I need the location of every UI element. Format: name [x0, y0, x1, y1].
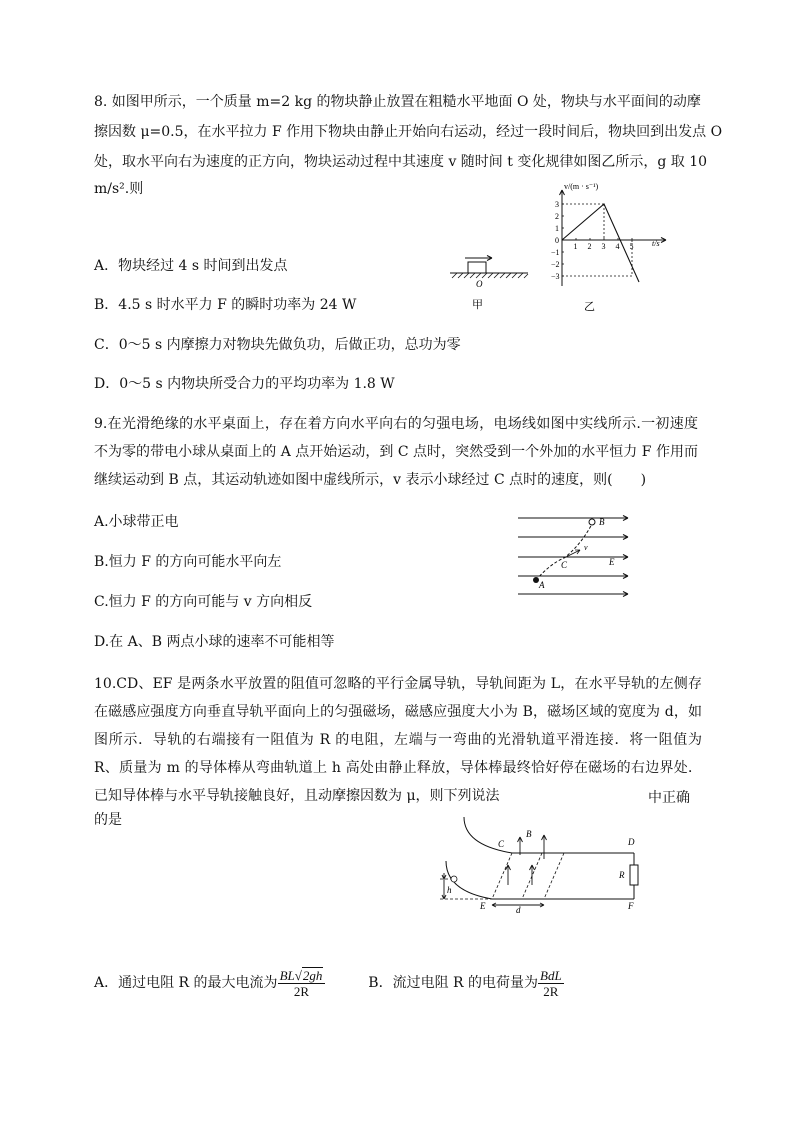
y-tick-label: −2: [551, 260, 560, 269]
q10-stem-tail-right: 中正确: [648, 790, 690, 806]
q10-figure: [436, 815, 646, 915]
q10-option-b-text: B．流过电阻 R 的电荷量为: [368, 975, 539, 991]
q10-label-b: B: [526, 829, 532, 839]
x-tick-label: 5: [629, 242, 634, 251]
q10-label-d-width: d: [516, 905, 521, 915]
x-tick-label: 3: [601, 242, 606, 251]
q10-option-a-fraction: $\frac{BL√2gh}{2R}$: [278, 968, 326, 999]
q10-label-h: h: [447, 885, 452, 895]
q9-option-b: B.恒力 F 的方向可能水平向左: [94, 554, 282, 570]
y-tick-label: −1: [551, 248, 560, 257]
q9-label-b: B: [599, 517, 605, 527]
q8-caption-yi: 乙: [584, 301, 595, 313]
q8-line-3: 处，取水平向右为速度的正方向，物块运动过程中其速度 v 随时间 t 变化规律如图乙所示，g 取 10: [94, 154, 708, 170]
q8-option-b: B．4.5 s 时水平力 F 的瞬时功率为 24 W: [94, 297, 357, 313]
q8-line-2: 擦因数 μ=0.5，在水平拉力 F 作用下物块由静止开始向右运动，经过一段时间后，物块回到出发点 O: [94, 124, 723, 140]
q10-label-f: F: [628, 901, 634, 911]
q10-label-e: E: [480, 901, 486, 911]
q8-line-1: 8. 如图甲所示，一个质量 m=2 kg 的物块静止放置在粗糙水平地面 O 处，物块与水平面间的动摩: [94, 94, 701, 110]
q8-caption-jia: 甲: [472, 299, 483, 311]
q8-line-4: m/s².则: [94, 181, 144, 197]
q8-figure-yi: [540, 180, 680, 315]
q9-label-e: E: [609, 557, 615, 567]
q10-stem: 10.CD、EF 是两条水平放置的阻值可忽略的平行金属导轨，导轨间距为 L，在水平导轨的左侧存在磁感应强度方向垂直导轨平面向上的匀强磁场，磁感应强度大小为 B，磁场区域的宽度为 d，如图所示．导轨的右端接有一阻值为 R 的电阻，左端与一弯曲的光滑轨道平滑连接．将一阻值为 R、质量为 m 的导体棒从弯曲轨道上 h 高处由静止释放，导体棒最终恰好停在磁场的右边界处．已知导体棒与水平导轨接触良好，且动摩擦因数为 μ，则下列说法: [94, 676, 702, 804]
q10-label-d: D: [628, 837, 635, 847]
q8-option-c: C．0～5 s 内摩擦力对物块先做负功，后做正功，总功为零: [94, 337, 461, 353]
q10-b-num: BdL: [540, 967, 562, 983]
x-tick-label: 1: [573, 242, 578, 251]
q10-a-num-sqrt: 2gh: [302, 967, 323, 983]
q10-label-c: C: [498, 839, 505, 849]
x-tick-label: 4: [615, 242, 620, 251]
q10-option-b: [368, 967, 563, 999]
x-axis-label: t/s: [652, 239, 660, 248]
q8-option-a: A．物块经过 4 s 时间到出发点: [94, 258, 288, 274]
q9-option-d: D.在 A、B 两点小球的速率不可能相等: [94, 634, 335, 650]
q8-figure-jia: [440, 252, 540, 312]
y-tick-label: 1: [555, 224, 559, 233]
q10-b-den: 2R: [543, 983, 559, 999]
q9-label-v: v: [584, 543, 588, 552]
y-axis-label: v/(m · s⁻¹): [564, 182, 599, 191]
q9-option-c: C.恒力 F 的方向可能与 v 方向相反: [94, 594, 313, 610]
q10-options: [94, 966, 564, 1002]
q8-label-o: O: [476, 279, 483, 289]
q10-a-den: 2R: [293, 983, 310, 999]
q10-option-b-fraction: [538, 968, 564, 999]
q9-option-a: A.小球带正电: [94, 514, 179, 530]
q10-option-a-text: A．通过电阻 R 的最大电流为: [94, 975, 278, 991]
q9-label-a: A: [539, 580, 545, 590]
q9-figure: [514, 510, 636, 598]
y-tick-label: 3: [555, 200, 559, 209]
y-tick-label: 2: [555, 212, 559, 221]
y-tick-label: −3: [551, 272, 560, 281]
q10-option-a: [94, 967, 330, 999]
q9-stem: 9.在光滑绝缘的水平桌面上，存在着方向水平向右的匀强电场，电场线如图中实线所示.一初速度不为零的带电小球从桌面上的 A 点开始运动，到 C 点时，突然受到一个外加的水平恒力 F 作用而继续运动到 B 点，其运动轨迹如图中虚线所示，v 表示小球经过 C 点时的速度，则( ): [94, 416, 698, 488]
q9-label-c: C: [561, 560, 568, 570]
q10-stem-tail-left: 的是: [94, 812, 122, 828]
q8-option-d: D．0～5 s 内物块所受合力的平均功率为 1.8 W: [94, 376, 395, 392]
q10-label-r: R: [619, 870, 625, 880]
x-tick-label: 2: [587, 242, 592, 251]
y-tick-label: 0: [555, 236, 559, 245]
q10-a-num-bl: BL: [279, 967, 295, 983]
